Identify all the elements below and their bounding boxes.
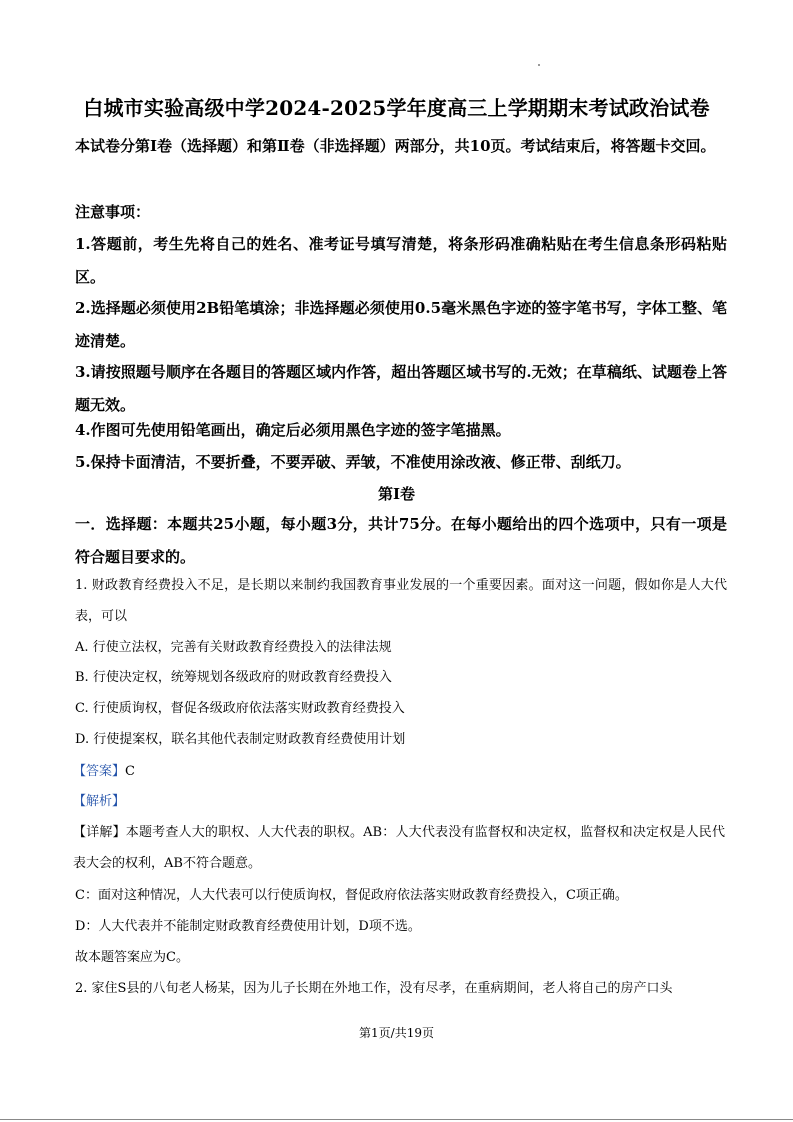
part-one-instructions: 一．选择题：本题共25小题，每小题3分，共计75分。在每小题给出的四个选项中，只有一项是符合题目要求的。 <box>75 515 727 566</box>
page-footer: 第1页/共19页 <box>359 1026 434 1040</box>
answer-conclusion: 故本题答案应为C。 <box>75 950 189 965</box>
analysis-option-c: C：面对这种情况，人大代表可以行使质询权，督促政府依法落实财政教育经费投入，C项正确。 <box>75 888 628 903</box>
notice-item-1: 1.答题前，考生先将自己的姓名、准考证号填写清楚，将条形码准确粘贴在考生信息条形码粘贴区。 <box>75 235 727 286</box>
analysis-label: 【解析】 <box>73 794 126 809</box>
analysis-option-d: D：人大代表并不能制定财政教育经费使用计划，D项不选。 <box>75 919 421 934</box>
section-title: 第Ⅰ卷 <box>377 485 416 503</box>
question-1-detail <box>73 817 725 879</box>
question-1-option-c: C. 行使质询权，督促各级政府依法落实财政教育经费投入 <box>75 701 405 716</box>
answer-value: C <box>125 764 135 779</box>
question-2-stem: 2. 家住S县的八旬老人杨某，因为儿子长期在外地工作，没有尽孝，在重病期间，老人将自己的房产口头 <box>75 981 673 996</box>
page-bottom-edge <box>0 1119 793 1120</box>
scan-speck <box>538 64 540 66</box>
question-1-option-a: A. 行使立法权，完善有关财政教育经费投入的法律法规 <box>75 640 392 655</box>
exam-title: 白城市实验高级中学2024-2025学年度高三上学期期末考试政治试卷 <box>83 96 710 120</box>
detail-text: 本题考查人大的职权、人大代表的职权。AB：人大代表没有监督权和决定权，监督权和决定权是人民代表大会的权利，AB不符合题意。 <box>73 825 725 871</box>
notice-item-4: 4.作图可先使用铅笔画出，确定后必须用黑色字迹的签字笔描黑。 <box>75 421 511 439</box>
question-1-stem: 1. 财政教育经费投入不足，是长期以来制约我国教育事业发展的一个重要因素。面对这一问题，假如你是人大代表，可以 <box>75 578 727 624</box>
intro-paragraph: 本试卷分第Ⅰ卷（选择题）和第Ⅱ卷（非选择题）两部分，共10页。考试结束后，将答题卡交回。 <box>75 137 716 155</box>
question-1-option-d: D. 行使提案权，联名其他代表制定财政教育经费使用计划 <box>75 732 406 747</box>
answer-label: 【答案】 <box>73 764 126 779</box>
question-1-answer <box>73 756 725 787</box>
notice-item-5: 5.保持卡面清洁，不要折叠，不要弄破、弄皱，不准使用涂改液、修正带、刮纸刀。 <box>75 453 631 471</box>
notice-item-2: 2.选择题必须使用2B铅笔填涂；非选择题必须使用0.5毫米黑色字迹的签字笔书写，字体工整、笔迹清楚。 <box>75 299 727 350</box>
detail-label: 【详解】 <box>73 825 126 840</box>
question-1-option-b: B. 行使决定权，统筹规划各级政府的财政教育经费投入 <box>75 670 392 685</box>
notice-heading: 注意事项： <box>75 203 151 221</box>
notice-item-3: 3.请按照题号顺序在各题目的答题区域内作答，超出答题区域书写的.无效；在草稿纸、试题卷上答题无效。 <box>75 363 727 414</box>
